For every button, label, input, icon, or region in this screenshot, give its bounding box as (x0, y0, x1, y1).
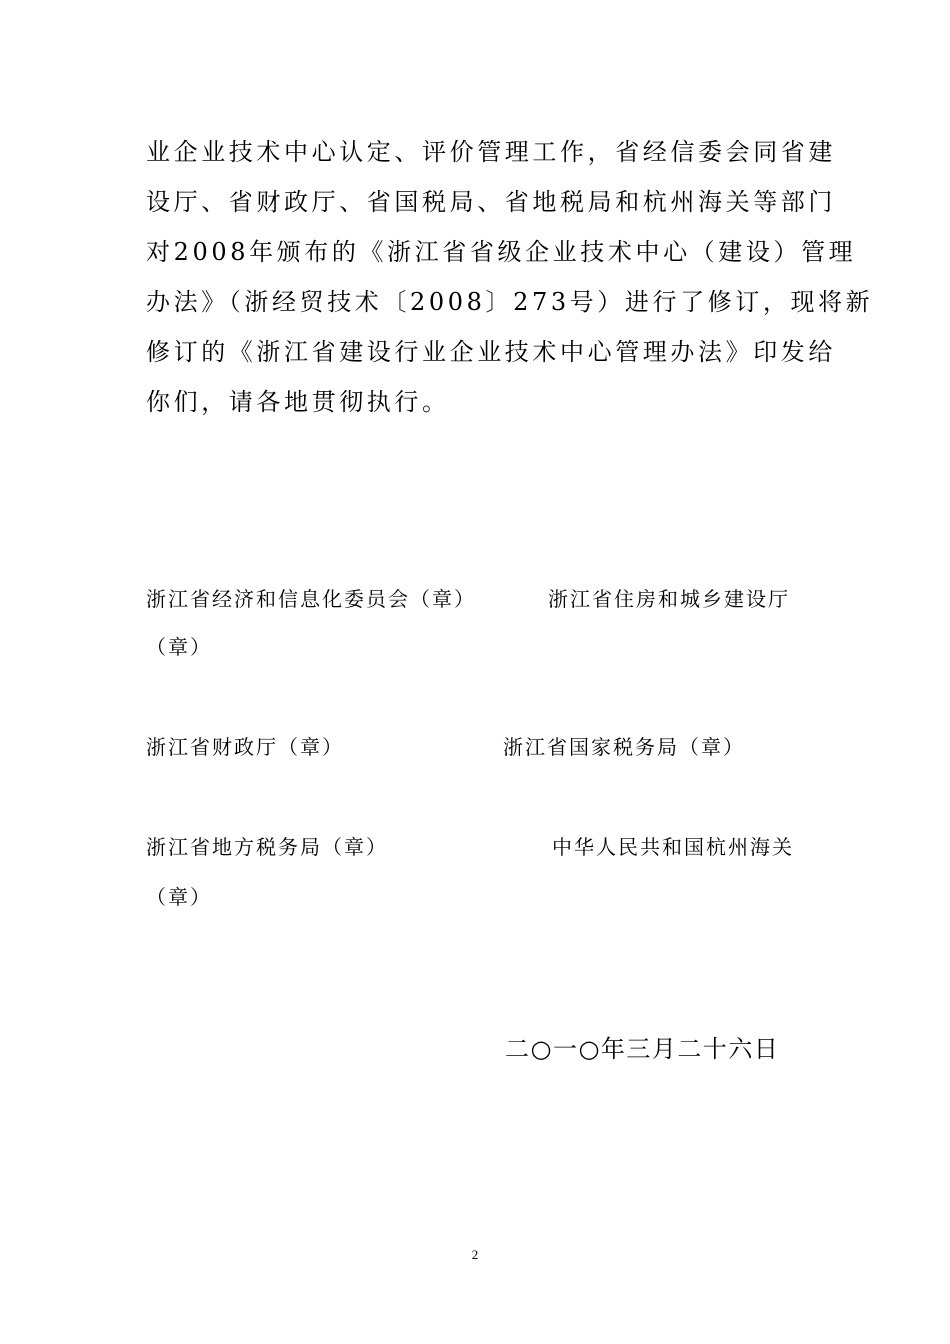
body-line-1: 业企业技术中心认定、评价管理工作，省经信委会同省建 (146, 138, 836, 166)
body-line-5: 修订的《浙江省建设行业企业技术中心管理办法》印发给 (146, 338, 836, 366)
signature-finance-dept: 浙江省财政厅（章） (146, 735, 344, 759)
signature-housing-dept: 浙江省住房和城乡建设厅 (548, 587, 790, 611)
signature-economy-commission: 浙江省经济和信息化委员会（章） (146, 587, 476, 611)
body-line-6: 你们，请各地贯彻执行。 (146, 388, 450, 416)
body-line-2: 设厅、省财政厅、省国税局、省地税局和杭州海关等部门 (146, 188, 836, 216)
signature-state-tax: 浙江省国家税务局（章） (503, 735, 745, 759)
signature-local-tax: 浙江省地方税务局（章） (146, 835, 388, 859)
signature-housing-dept-seal: （章） (146, 635, 212, 659)
signature-customs: 中华人民共和国杭州海关 (552, 835, 794, 859)
body-line-4: 办法》（浙经贸技术〔2008〕273号）进行了修订，现将新 (146, 288, 874, 316)
page-number: 2 (471, 1247, 479, 1262)
signature-customs-seal: （章） (146, 885, 212, 909)
body-line-3: 对2008年颁布的《浙江省省级企业技术中心（建设）管理 (146, 238, 857, 266)
issue-date: 二○一○年三月二十六日 (505, 1035, 780, 1063)
